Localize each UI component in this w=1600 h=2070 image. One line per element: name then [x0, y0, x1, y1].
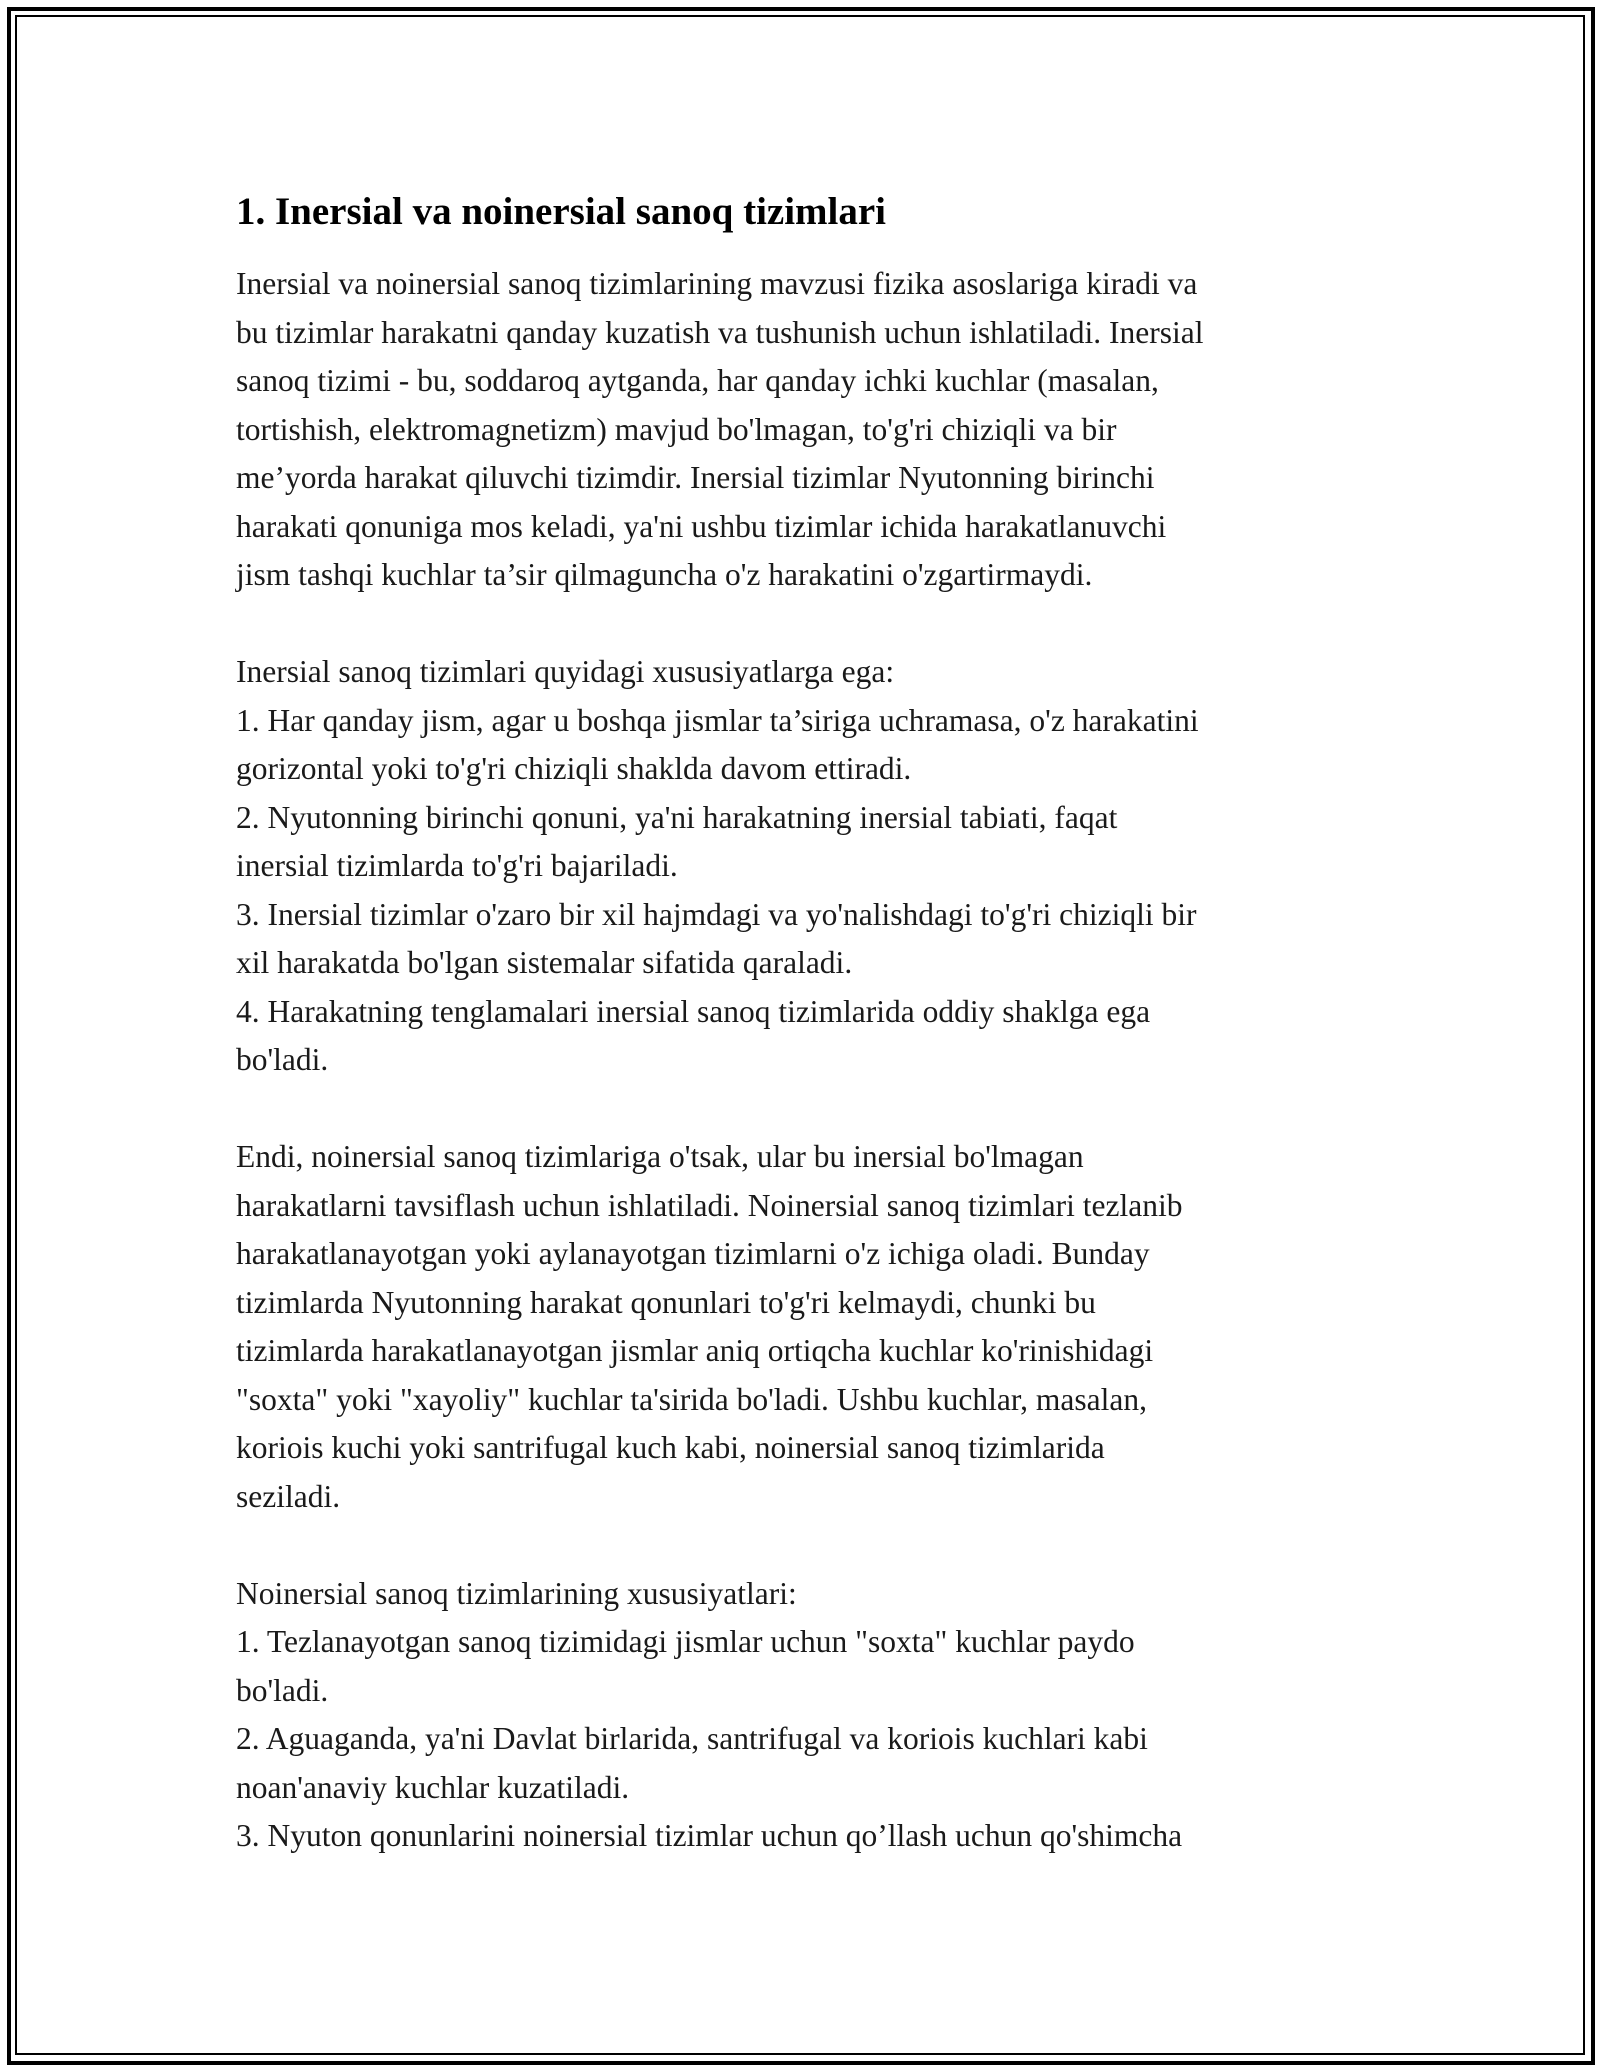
text-line: harakatlanayotgan yoki aylanayotgan tizimlarni o'z ichiga oladi. Bunday [236, 1236, 1150, 1271]
list-item: 1. Tezlanayotgan sanoq tizimidagi jismlar uchun "soxta" kuchlar paydo [236, 1624, 1135, 1659]
list-item: 4. Harakatning tenglamalari inersial sanoq tizimlarida oddiy shaklga ega [236, 993, 1151, 1029]
text-line: koriois kuchi yoki santrifugal kuch kabi, noinersial sanoq tizimlarida [236, 1430, 1105, 1465]
text-line: tizimlarda harakatlanayotgan jismlar aniq ortiqcha kuchlar ko'rinishidagi [236, 1333, 1154, 1368]
text-line: sanoq tizimi - bu, soddaroq aytganda, har qanday ichki kuchlar (masalan, [236, 363, 1159, 398]
text-line: jism tashqi kuchlar ta’sir qilmaguncha o'z harakatini o'zgartirmaydi. [236, 557, 1093, 592]
list-item: 2. Aguaganda, ya'ni Davlat birlarida, santrifugal va koriois kuchlari kabi [236, 1721, 1148, 1756]
paragraph-spacer [236, 1085, 1366, 1134]
text-line: gorizontal yoki to'g'ri chiziqli shakldа davom ettiradi. [236, 751, 912, 786]
text-line: Inersial sanoq tizimlari quyidagi xususiyatlarga ega: [236, 654, 895, 689]
text-line: tortishish, elektromagnetizm) mavjud bo'lmagan, to'g'ri chiziqli va bir [236, 411, 1117, 447]
paragraph-noninertial [236, 1133, 1366, 1521]
text-line: xil harakatda bo'lgan sistemalar sifatida qaraladi. [236, 945, 853, 980]
text-line: bu tizimlar harakatni qanday kuzatish va tushunish uchun ishlatiladi. Inersial [236, 314, 1204, 350]
paragraph-spacer [236, 600, 1366, 649]
text-line: bo'ladi. [236, 1042, 329, 1077]
paragraph-spacer [236, 1521, 1366, 1570]
paragraph-inertial-properties [236, 648, 1366, 1085]
text-line: harakatlarni tavsiflash uchun ishlatiladi. Noinersial sanoq tizimlari tezlanib [236, 1187, 1183, 1223]
text-line: Endi, noinersial sanoq tizimlariga o'tsak, ular bu inersial bo'lmagan [236, 1139, 1084, 1174]
text-line: Noinersial sanoq tizimlarining xususiyatlari: [236, 1575, 797, 1611]
text-line: "soxta" yoki "xayoliy" kuchlar ta'sirida bo'ladi. Ushbu kuchlar, masalan, [236, 1381, 1147, 1417]
text-line: harakati qonuniga mos keladi, ya'ni ushbu tizimlar ichida harakatlanuvchi [236, 508, 1167, 544]
text-line: seziladi. [236, 1478, 341, 1514]
list-item: 1. Har qanday jism, agar u boshqa jismlar ta’siriga uchramasa, o'z harakatini [236, 702, 1199, 738]
paragraph-noninertial-properties [236, 1570, 1366, 1861]
text-line: bo'ladi. [236, 1672, 329, 1708]
text-line: Inersial va noinersial sanoq tizimlarining mavzusi fizika asoslariga kiradi va [236, 266, 1198, 301]
document-body [236, 186, 1366, 1861]
list-item: 3. Inersial tizimlar o'zaro bir xil hajmdagi va yo'nalishdagi to'g'ri chiziqli bir [236, 896, 1197, 932]
text-line: inersial tizimlarda to'g'ri bajariladi. [236, 848, 678, 883]
section-title: 1. Inersial va noinersial sanoq tizimlari [236, 190, 887, 233]
paragraph-intro [236, 260, 1366, 600]
text-line: me’yorda harakat qiluvchi tizimdir. Inersial tizimlar Nyutonning birinchi [236, 460, 1155, 495]
list-item: 3. Nyuton qonunlarini noinersial tizimlar uchun qo’llash uchun qo'shimcha [236, 1818, 1183, 1853]
text-line: noan'anaviy kuchlar kuzatiladi. [236, 1769, 630, 1805]
list-item: 2. Nyutonning birinchi qonuni, ya'ni harakatning inersial tabiati, faqat [236, 799, 1118, 835]
text-line: tizimlarda Nyutonning harakat qonunlari to'g'ri kelmaydi, chunki bu [236, 1284, 1096, 1320]
